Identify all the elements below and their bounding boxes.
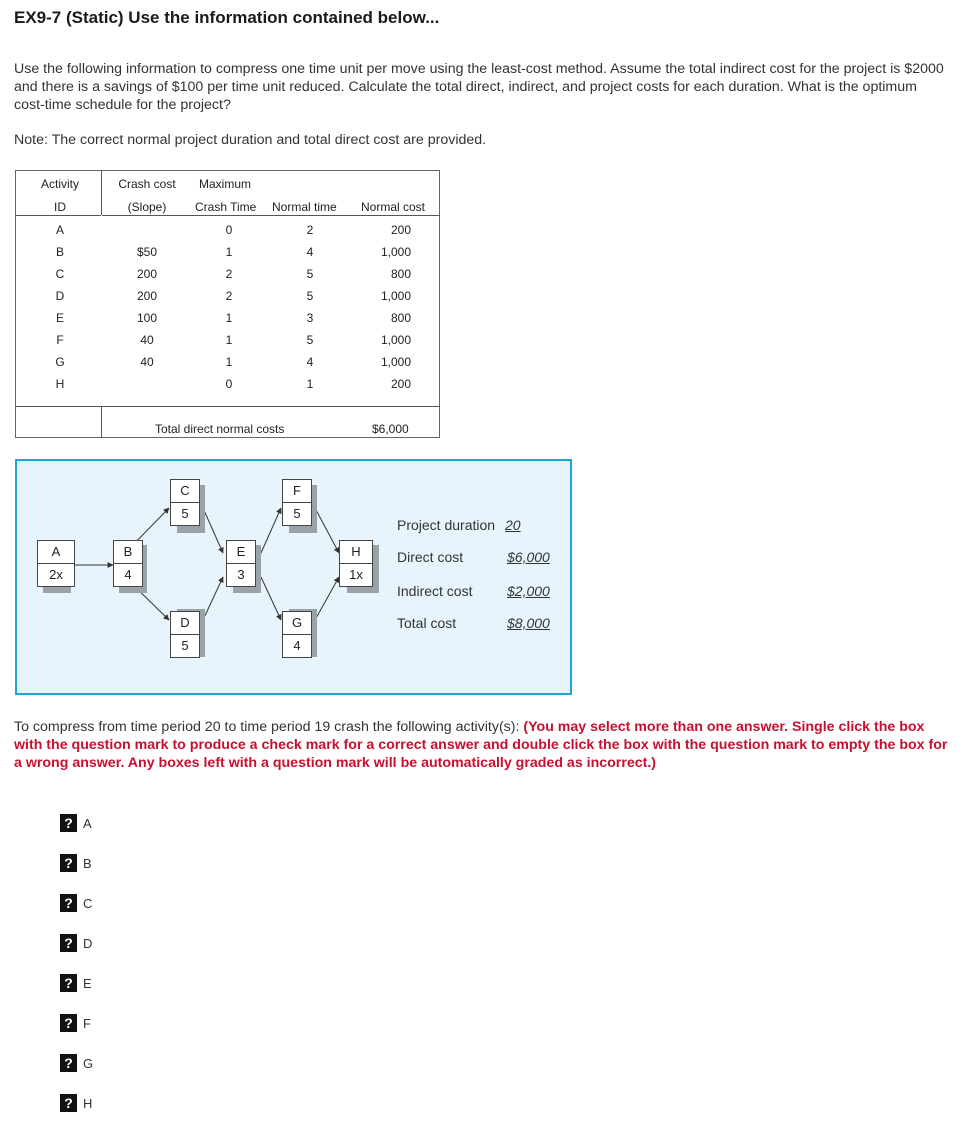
cell-normal-cost: 1,000 bbox=[380, 333, 411, 347]
col-crash-header: Crash cost bbox=[118, 177, 176, 191]
cell-slope: 40 bbox=[140, 333, 154, 347]
option-label: G bbox=[83, 1055, 94, 1071]
cell-slope: 200 bbox=[136, 289, 158, 303]
cell-max-crash: 1 bbox=[225, 355, 233, 369]
cell-normal-time: 4 bbox=[306, 355, 314, 369]
node-a-label: A bbox=[38, 541, 74, 564]
col-max-header: Maximum bbox=[199, 177, 252, 191]
answer-option-d[interactable] bbox=[60, 933, 92, 953]
node-e bbox=[226, 540, 256, 587]
option-label: H bbox=[83, 1095, 93, 1111]
answer-option-b[interactable] bbox=[60, 853, 92, 873]
arrow-c-e bbox=[203, 508, 223, 553]
node-f bbox=[282, 479, 312, 526]
cell-normal-time: 5 bbox=[306, 267, 314, 281]
cell-id: H bbox=[55, 377, 65, 391]
answer-option-c[interactable] bbox=[60, 893, 92, 913]
cell-normal-time: 5 bbox=[306, 333, 314, 347]
cell-slope: 40 bbox=[140, 355, 154, 369]
question-mark-checkbox[interactable]: ? bbox=[60, 1054, 77, 1072]
question-mark-checkbox[interactable]: ? bbox=[60, 934, 77, 952]
cell-normal-time: 1 bbox=[306, 377, 314, 391]
cell-id: B bbox=[55, 245, 64, 259]
node-b-label: B bbox=[114, 541, 142, 564]
question-prompt: To compress from time period 20 to time period 19 crash the following activity(s): bbox=[14, 719, 524, 735]
node-b bbox=[113, 540, 143, 587]
cell-normal-time: 3 bbox=[306, 311, 314, 325]
cell-normal-cost: 1,000 bbox=[380, 355, 411, 369]
network-diagram bbox=[15, 459, 572, 695]
cell-normal-time: 2 bbox=[306, 223, 314, 237]
answer-option-h[interactable] bbox=[60, 1093, 92, 1113]
question-mark-checkbox[interactable]: ? bbox=[60, 1094, 77, 1112]
node-e-value: 3 bbox=[237, 567, 245, 582]
direct-cost-value: $6,000 bbox=[507, 549, 550, 565]
option-label: F bbox=[83, 1015, 91, 1031]
option-label: B bbox=[83, 855, 92, 871]
cell-id: F bbox=[56, 333, 64, 347]
cell-normal-time: 4 bbox=[306, 245, 314, 259]
cell-normal-cost: 200 bbox=[390, 223, 411, 237]
answer-option-e[interactable] bbox=[60, 973, 92, 993]
question-mark-checkbox[interactable]: ? bbox=[60, 814, 77, 832]
cell-id: E bbox=[55, 311, 64, 325]
cell-id: A bbox=[55, 223, 64, 237]
col-activity-header: Activity bbox=[40, 177, 79, 191]
activity-table bbox=[15, 170, 440, 438]
node-c bbox=[170, 479, 200, 526]
question-mark-checkbox[interactable]: ? bbox=[60, 854, 77, 872]
cell-max-crash: 0 bbox=[225, 223, 233, 237]
direct-cost-label: Direct cost bbox=[397, 549, 464, 565]
node-d-label: D bbox=[171, 612, 199, 635]
cell-id: D bbox=[55, 289, 65, 303]
question-instruction: (You may select more than one answer. Single click the box with the question mark to produce a check mark for a correct answer and double click the box with the question mark to empty the box for a wrong answer. Any boxes left with a question mark will be automatically graded as incorrect.) bbox=[14, 719, 948, 771]
total-cost-label: Total cost bbox=[397, 615, 457, 631]
cell-max-crash: 1 bbox=[225, 333, 233, 347]
answer-option-a[interactable] bbox=[60, 813, 92, 833]
total-direct-label: Total direct normal costs bbox=[155, 422, 285, 436]
exercise-title: EX9-7 (Static) Use the information contained below... bbox=[14, 8, 440, 27]
indirect-cost-label: Indirect cost bbox=[397, 583, 473, 599]
node-e-label: E bbox=[227, 541, 255, 564]
option-label: A bbox=[83, 815, 92, 831]
cell-id: C bbox=[55, 267, 65, 281]
total-cost-value: $8,000 bbox=[507, 615, 550, 631]
cell-slope: 200 bbox=[136, 267, 158, 281]
cell-id: G bbox=[55, 355, 65, 369]
cell-slope: $50 bbox=[136, 245, 158, 259]
total-direct-value: $6,000 bbox=[372, 422, 409, 436]
node-h-value: 1x bbox=[349, 567, 363, 582]
node-g-label: G bbox=[283, 612, 311, 635]
cell-normal-cost: 800 bbox=[390, 267, 411, 281]
note-paragraph: Note: The correct normal project duration and total direct cost are provided. bbox=[14, 132, 487, 148]
col-slope-header: (Slope) bbox=[127, 200, 167, 214]
arrow-g-h bbox=[315, 577, 339, 620]
node-a-value: 2x bbox=[49, 567, 63, 582]
node-f-label: F bbox=[283, 480, 311, 503]
col-normaltime-header: Normal time bbox=[272, 200, 337, 214]
cell-normal-cost: 200 bbox=[390, 377, 411, 391]
arrow-f-h bbox=[315, 508, 339, 553]
cell-normal-time: 5 bbox=[306, 289, 314, 303]
question-mark-checkbox[interactable]: ? bbox=[60, 1014, 77, 1032]
node-h bbox=[339, 540, 373, 587]
indirect-cost-value: $2,000 bbox=[507, 583, 550, 599]
answer-option-g[interactable] bbox=[60, 1053, 93, 1073]
node-g-value: 4 bbox=[293, 638, 301, 653]
cell-max-crash: 2 bbox=[225, 267, 233, 281]
node-c-value: 5 bbox=[181, 506, 189, 521]
node-c-label: C bbox=[171, 480, 199, 503]
arrow-e-g bbox=[261, 577, 281, 620]
cell-max-crash: 2 bbox=[225, 289, 233, 303]
node-h-label: H bbox=[340, 541, 372, 564]
cell-normal-cost: 1,000 bbox=[380, 245, 411, 259]
arrow-d-e bbox=[203, 577, 223, 620]
node-d-value: 5 bbox=[181, 638, 189, 653]
answer-option-f[interactable] bbox=[60, 1013, 91, 1033]
arrow-e-f bbox=[261, 508, 281, 553]
intro-paragraph: Use the following information to compress one time unit per move using the least-cost method. Assume the total indirect cost for the project is $2000 and there is a savings of $100 per time unit reduced. Calculate the total direct, indirect, and project costs for each duration. What is the optimum cost-time schedule for the project? bbox=[14, 61, 944, 113]
question-mark-checkbox[interactable]: ? bbox=[60, 974, 77, 992]
col-crashtime-header: Crash Time bbox=[195, 200, 257, 214]
cell-max-crash: 0 bbox=[225, 377, 233, 391]
option-label: E bbox=[83, 975, 92, 991]
cell-max-crash: 1 bbox=[225, 311, 233, 325]
project-duration-label: Project duration bbox=[397, 517, 496, 533]
cell-slope: 100 bbox=[136, 311, 158, 325]
node-g bbox=[282, 611, 312, 658]
node-f-value: 5 bbox=[293, 506, 301, 521]
question-text bbox=[14, 718, 954, 772]
node-b-value: 4 bbox=[124, 567, 132, 582]
option-label: D bbox=[83, 935, 93, 951]
option-label: C bbox=[83, 895, 93, 911]
project-duration-value: 20 bbox=[505, 517, 521, 533]
question-mark-checkbox[interactable]: ? bbox=[60, 894, 77, 912]
cell-normal-cost: 800 bbox=[390, 311, 411, 325]
node-d bbox=[170, 611, 200, 658]
cell-normal-cost: 1,000 bbox=[380, 289, 411, 303]
node-a bbox=[37, 540, 75, 587]
cell-max-crash: 1 bbox=[225, 245, 233, 259]
col-id-header: ID bbox=[54, 200, 66, 214]
col-normalcost-header: Normal cost bbox=[361, 200, 426, 214]
